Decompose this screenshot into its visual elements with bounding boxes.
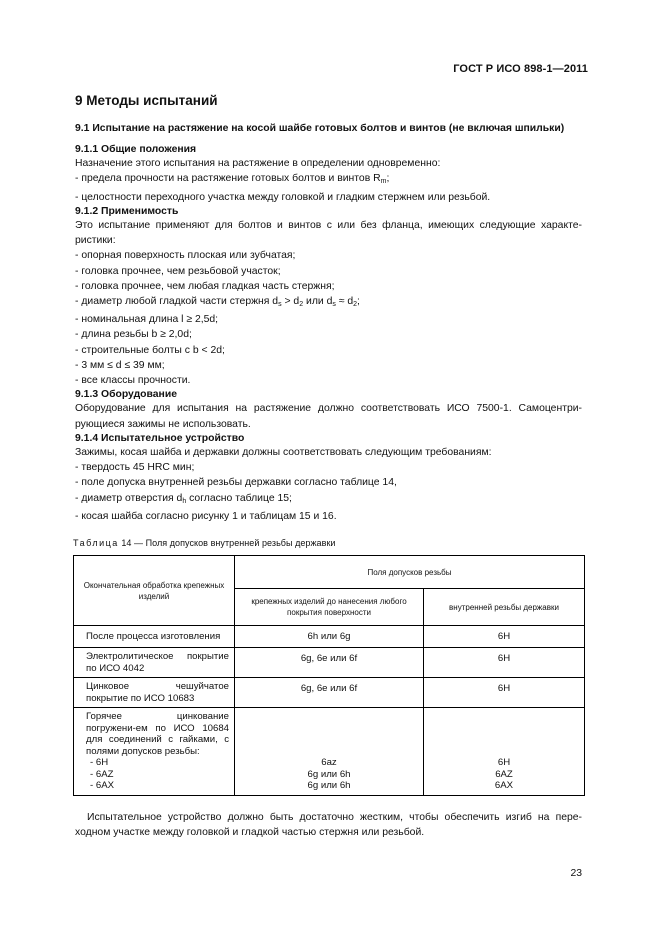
clause-912-text: Это испытание применяют для болтов и винтов с или без фланца, имеющих следующие характе-ристики:	[75, 220, 582, 247]
table-caption: Таблица 14 — Поля допусков внутренней резьбы державки	[73, 538, 336, 549]
clause-912-item: - головка прочнее, чем резьбовой участок;	[75, 265, 281, 277]
clause-912-item: - строительные болты с b < 2d;	[75, 344, 225, 356]
clause-911-title: 9.1.1 Общие положения	[75, 144, 197, 155]
clause-914-item: - косая шайба согласно рисунку 1 и таблицам 15 и 16.	[75, 510, 337, 522]
clause-912-item: - опорная поверхность плоская или зубчатая;	[75, 250, 296, 262]
table-row	[74, 708, 585, 796]
document-code: ГОСТ Р ИСО 898-1—2011	[453, 63, 588, 75]
cell-fastener: 6g, 6e или 6f	[235, 648, 424, 678]
clause-911-text: Назначение этого испытания на растяжение в определении одновременно:	[75, 158, 441, 170]
table-row	[74, 678, 585, 708]
cell-holder: 6H	[424, 626, 585, 648]
cell-fastener: 6h или 6g	[235, 626, 424, 648]
tolerance-table	[73, 555, 585, 796]
cell-fastener: 6az 6g или 6h 6g или 6h	[235, 708, 424, 796]
clause-914-item: - диаметр отверстия $d_h$ согласно таблице 15;	[75, 492, 292, 505]
cell-finish: Горячее цинкование погружени-ем по ИСО 10684 для соединений с гайками, с полями допусков резьбы: - 6H - 6AZ - 6AX	[74, 708, 235, 796]
cell-finish: После процесса изготовления	[74, 626, 235, 648]
cell-finish: Электролитическое покрытие по ИСО 4042	[74, 648, 235, 678]
clause-911-item-1: - предела прочности на растяжение готовых болтов и винтов $R_m$;	[75, 173, 390, 186]
clause-912-item: - номинальная длина l ≥ 2,5d;	[75, 314, 219, 326]
cell-holder: 6H 6AZ 6AX	[424, 708, 585, 796]
clause-912-item: - 3 мм ≤ d ≤ 39 мм;	[75, 359, 165, 371]
clause-914-text: Зажимы, косая шайба и державки должны соответствовать следующим требованиям:	[75, 447, 492, 459]
cell-holder: 6H	[424, 648, 585, 678]
clause-914-item: - поле допуска внутренней резьбы державки согласно таблице 14,	[75, 477, 397, 489]
section-title: 9 Методы испытаний	[75, 93, 218, 108]
clause-912-item: - диаметр любой гладкой части стержня $d_s > d_2$ или $d_s \approx d_2$;	[75, 296, 360, 309]
clause-912-title: 9.1.2 Применимость	[75, 205, 179, 217]
header-holder: внутренней резьбы державки	[424, 589, 585, 626]
subsection-title: 9.1 Испытание на растяжение на косой шайбе готовых болтов и винтов (не включая шпильки)	[75, 123, 565, 134]
clause-913-title: 9.1.3 Оборудование	[75, 389, 177, 401]
header-finish: Окончательная обработка крепежных изделий	[74, 556, 235, 626]
header-fastener: крепежных изделий до нанесения любого покрытия поверхности	[235, 589, 424, 626]
table-row	[74, 648, 585, 678]
clause-912-item: - все классы прочности.	[75, 375, 191, 387]
closing-paragraph: Испытательное устройство должно быть достаточно жестким, чтобы обеспечить изгиб на пере-ходном участке между головкой и гладкой частью стержня или резьбой.	[75, 811, 582, 839]
cell-finish: Цинковое чешуйчатое покрытие по ИСО 10683	[74, 678, 235, 708]
clause-911-item-2: - целостности переходного участка между головкой и гладким стержнем или резьбой.	[75, 191, 491, 203]
cell-fastener: 6g, 6e или 6f	[235, 678, 424, 708]
table-row	[74, 626, 585, 648]
page-number: 23	[570, 868, 582, 879]
clause-914-title: 9.1.4 Испытательное устройство	[75, 432, 245, 444]
clause-912-item: - длина резьбы b ≥ 2,0d;	[75, 329, 192, 341]
header-group: Поля допусков резьбы	[235, 556, 585, 589]
clause-912-item: - головка прочнее, чем любая гладкая часть стержня;	[75, 280, 335, 292]
clause-913-text: Оборудование для испытания на растяжение должно соответствовать ИСО 7500-1. Самоцентри-рующиеся зажимы не использовать.	[75, 403, 582, 430]
main-content	[75, 92, 582, 840]
cell-holder: 6H	[424, 678, 585, 708]
clause-914-item: - твердость 45 HRC мин;	[75, 462, 195, 474]
table-header-row	[74, 556, 585, 589]
